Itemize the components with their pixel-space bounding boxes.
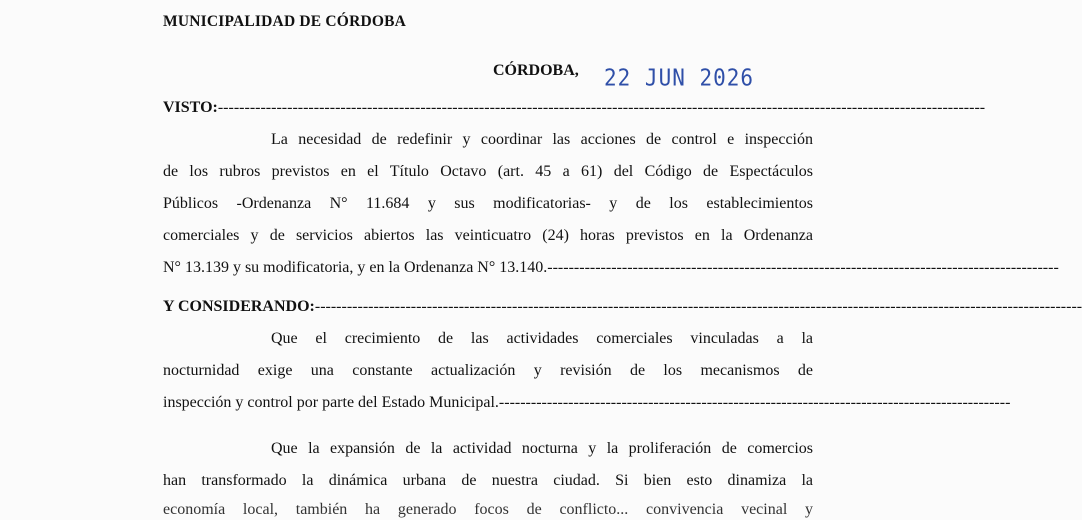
visto-line-4: comerciales y de servicios abiertos las veinticuatro (24) horas previstos en la Ordenanza	[163, 227, 813, 244]
document-header: MUNICIPALIDAD DE CÓRDOBA	[163, 13, 407, 30]
dateline-place: CÓRDOBA,	[493, 62, 579, 79]
considerando-p1-line-3-text: inspección y control por parte del Estado Municipal.	[163, 394, 499, 411]
considerando-p1-line-3	[163, 393, 1011, 413]
visto-heading-line	[163, 98, 986, 118]
considerando-p2-line-2: han transformado la dinámica urbana de nuestra ciudad. Si bien esto dinamiza la	[163, 472, 813, 489]
date-stamp: 22 JUN 2026	[604, 64, 755, 91]
dash-filler: ------------------------------------------------------------------------------------------------------------------------------------------------	[217, 99, 986, 116]
dash-filler: ------------------------------------------------------------------------------------------------	[498, 394, 1011, 411]
considerando-p2-line-3-partial: economía local, también ha generado focos de conflicto... convivencia vecinal y	[163, 501, 813, 518]
considerando-heading-line	[163, 297, 1082, 317]
visto-line-5	[163, 258, 1059, 278]
visto-line-3: Públicos -Ordenanza N° 11.684 y sus modificatorias- y de los establecimientos	[163, 195, 813, 212]
visto-line-1: La necesidad de redefinir y coordinar las acciones de control e inspección	[271, 131, 813, 148]
visto-line-2: de los rubros previstos en el Título Octavo (art. 45 a 61) del Código de Espectáculos	[163, 163, 813, 180]
visto-heading: VISTO:	[163, 99, 218, 116]
visto-line-5-text: N° 13.139 y su modificatoria, y en la Ordenanza N° 13.140.	[163, 259, 548, 276]
considerando-p2-line-1: Que la expansión de la actividad nocturna y la proliferación de comercios	[271, 440, 813, 457]
considerando-p1-line-2: nocturnidad exige una constante actualización y revisión de los mecanismos de	[163, 362, 813, 379]
dash-filler: ------------------------------------------------------------------------------------------------------------------------------------------------	[314, 298, 1082, 315]
considerando-p1-line-1: Que el crecimiento de las actividades comerciales vinculadas a la	[271, 330, 813, 347]
considerando-heading: Y CONSIDERANDO:	[163, 298, 315, 315]
dash-filler: ------------------------------------------------------------------------------------------------	[547, 259, 1059, 276]
